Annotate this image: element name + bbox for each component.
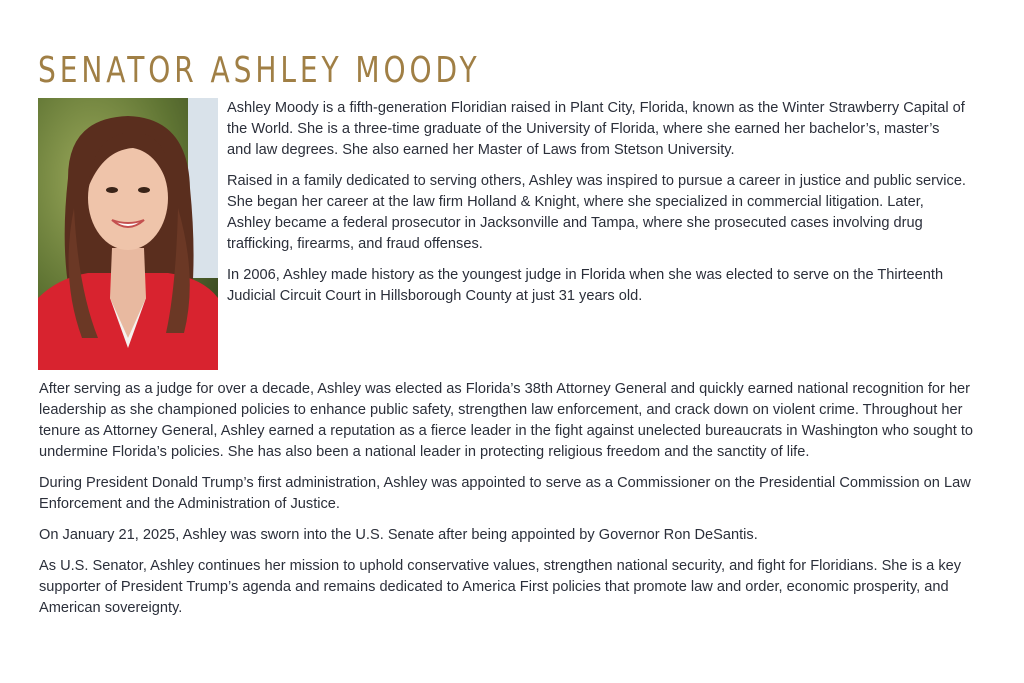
bio-paragraph: Ashley Moody is a fifth-generation Floridian raised in Plant City, Florida, known as the Winter Strawberry Capital of the World. She is a three-time graduate of the University of Florida, where she earned her bachelor’s, master’s and law degrees. She also earned her Master of Laws from Stetson University. xyxy=(227,100,965,158)
bio-career-section xyxy=(39,379,974,629)
bio-paragraph: As U.S. Senator, Ashley continues her mission to uphold conservative values, strengthen national security, and fight for Floridians. She is a key supporter of President Trump’s agenda and remains dedicated to America First policies that promote law and order, economic prosperity, and American sovereignty. xyxy=(39,558,962,616)
portrait-illustration xyxy=(38,98,218,370)
senator-portrait-photo xyxy=(38,98,218,370)
page-title: SENATOR ASHLEY MOODY xyxy=(38,50,481,91)
bio-paragraph: After serving as a judge for over a decade, Ashley was elected as Florida’s 38th Attorney General and quickly earned national recognition for her leadership as she championed policies to enhance public safety, strengthen law enforcement, and crack down on violent crime. Throughout her tenure as Attorney General, Ashley earned a reputation as a fierce leader in the fight against unelected bureaucrats in Washington who sought to undermine Florida’s policies. She has also been a national leader in protecting religious freedom and the sanctity of life. xyxy=(39,381,974,460)
bio-paragraph: Raised in a family dedicated to serving others, Ashley was inspired to pursue a career in justice and public service. She began her career at the law firm Holland & Knight, where she specialized in commercial litigation. Later, Ashley became a federal prosecutor in Jacksonville and Tampa, where she prosecuted cases involving drug trafficking, firearms, and fraud offenses. xyxy=(227,173,966,252)
bio-paragraph: In 2006, Ashley made history as the youngest judge in Florida when she was elected to serve on the Thirteenth Judicial Circuit Court in Hillsborough County at just 31 years old. xyxy=(227,267,944,304)
bio-intro-section xyxy=(227,98,967,317)
bio-paragraph: During President Donald Trump’s first administration, Ashley was appointed to serve as a Commissioner on the Presidential Commission on Law Enforcement and the Administration of Justice. xyxy=(39,475,971,512)
bio-paragraph: On January 21, 2025, Ashley was sworn into the U.S. Senate after being appointed by Governor Ron DeSantis. xyxy=(39,527,758,543)
